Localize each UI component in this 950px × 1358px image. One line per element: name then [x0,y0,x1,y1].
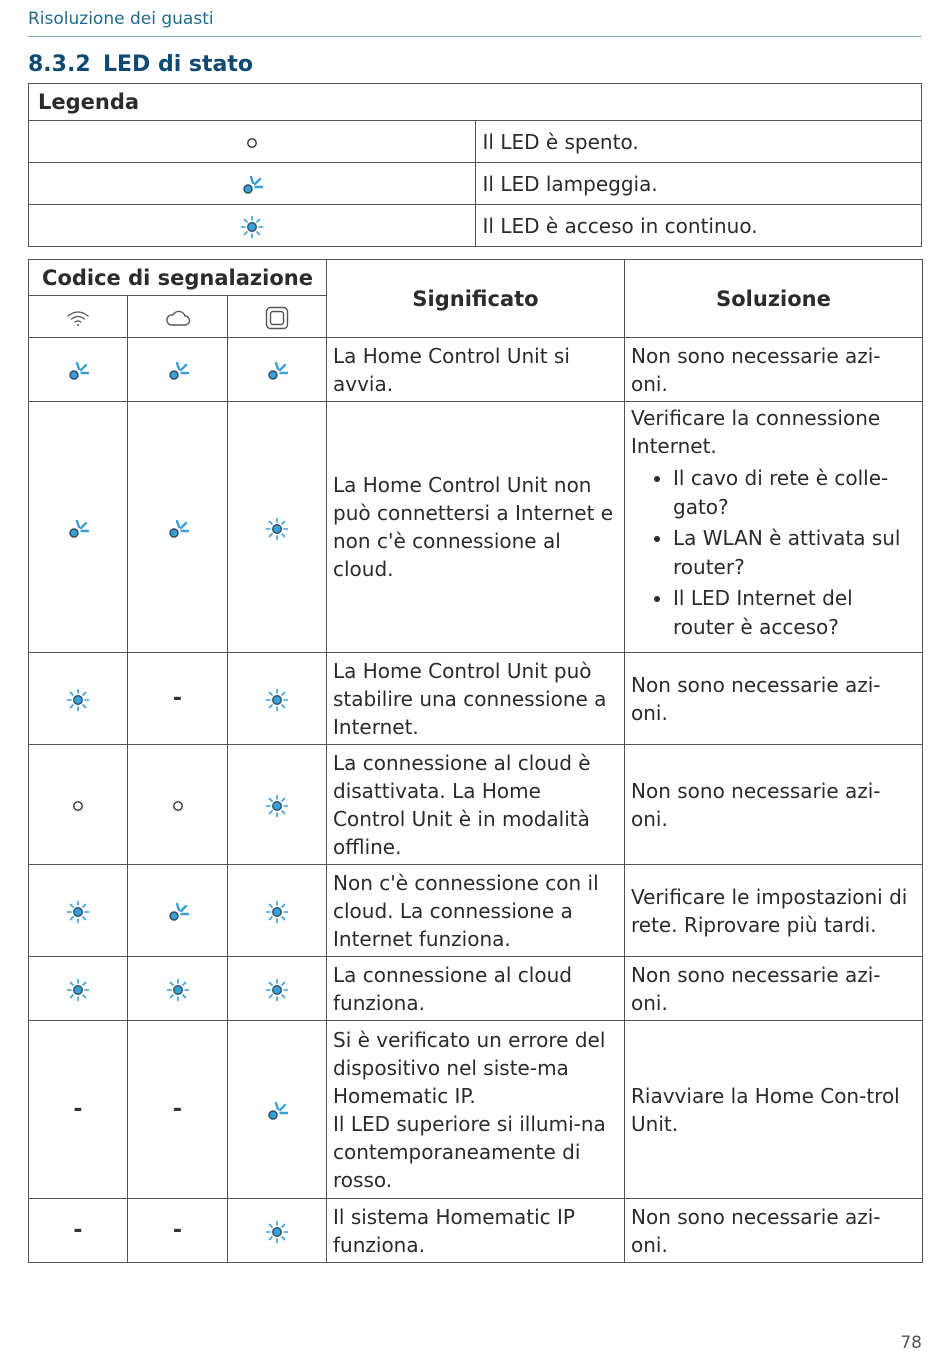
meaning-cell: Il sistema Homematic IP funziona. [327,1199,625,1263]
legend-heading: Legenda [29,84,922,121]
section-title [28,52,253,77]
led-blinking-icon [66,359,90,383]
dash-symbol: - [172,686,183,711]
led-cell [228,1199,327,1263]
legend-row-on [29,205,922,247]
led-cell [128,745,228,865]
led-cell [228,745,327,865]
checklist [631,464,916,642]
led-cell [128,1199,228,1263]
led-cell [128,865,228,957]
device-icon [265,306,289,330]
section-heading: LED di stato [103,52,254,77]
led-cell [29,402,128,653]
led-on-icon [166,978,190,1002]
led-cell [128,653,228,745]
table-row [29,957,923,1021]
led-on-icon [265,1220,289,1244]
led-blinking-icon [265,1099,289,1123]
solution-cell: Non sono necessarie azi-oni. [625,338,923,402]
led-off-icon [68,796,88,816]
led-cell [29,1199,128,1263]
table-row [29,865,923,957]
led-on-icon [265,517,289,541]
page-header: Risoluzione dei guasti [28,9,214,29]
led-on-icon [66,900,90,924]
checklist-item: • Il cavo di rete è colle-gato? [673,464,916,522]
led-cell [228,957,327,1021]
led-cell [228,865,327,957]
led-on-icon [265,900,289,924]
led-off-icon [242,133,262,153]
led-blinking-icon [240,173,264,197]
solution-cell: Verificare le impostazioni di rete. Riprovare più tardi. [625,865,923,957]
table-row [29,1199,923,1263]
section-number: 8.3.2 [28,52,91,77]
solution-cell: Non sono necessarie azi-oni. [625,653,923,745]
legend-text: Il LED è acceso in continuo. [475,205,922,247]
checklist-item: • La WLAN è attivata sul router? [673,524,916,582]
led-cell [228,402,327,653]
table-row [29,402,923,653]
legend-row-blink [29,163,922,205]
led-blinking-icon [166,359,190,383]
meaning-cell [327,1021,625,1199]
legend-table [28,83,922,247]
legend-text: Il LED è spento. [475,121,922,163]
led-on-icon [265,978,289,1002]
solution-header: Soluzione [625,260,923,338]
cloud-icon [165,308,191,328]
led-cell [29,745,128,865]
page-number: 78 [900,1333,922,1353]
led-blinking-icon [166,900,190,924]
solution-cell [625,402,923,653]
dash-symbol: - [172,1218,183,1243]
table-row [29,745,923,865]
meaning-cell: La connessione al cloud è disattivata. La Home Control Unit è in modalità offline. [327,745,625,865]
led-cell [29,865,128,957]
solution-cell: Non sono necessarie azi-oni. [625,1199,923,1263]
led-cell [228,338,327,402]
dash-symbol: - [73,1097,83,1122]
led-blinking-icon [265,359,289,383]
led-blinking-icon [166,517,190,541]
header-divider [28,36,922,37]
dash-symbol: - [73,1218,83,1243]
wifi-icon [66,308,90,328]
led-cell [29,957,128,1021]
led-cell [228,1021,327,1199]
led-on-icon [265,688,289,712]
led-cell [29,653,128,745]
led-on-icon [66,978,90,1002]
led-cell [128,957,228,1021]
legend-text: Il LED lampeggia. [475,163,922,205]
status-codes-table [28,259,923,1263]
meaning-extra: Il LED superiore si illumi-na contemporaneamente di rosso. [333,1111,606,1192]
led-cell [29,1021,128,1199]
meaning-cell: La Home Control Unit può stabilire una connessione a Internet. [327,653,625,745]
led-off-icon [168,796,188,816]
code-header: Codice di segnalazione [29,260,327,296]
meaning-text: Si è verificato un errore del dispositivo nel siste-ma Homematic IP. [333,1027,606,1108]
solution-cell: Riavviare la Home Con-trol Unit. [625,1021,923,1199]
led-on-icon [66,688,90,712]
led-cell [29,338,128,402]
meaning-cell: Non c'è connessione con il cloud. La connessione a Internet funziona. [327,865,625,957]
legend-row-off [29,121,922,163]
led-on-icon [265,794,289,818]
led-cell [228,653,327,745]
led-cell [128,338,228,402]
table-row [29,338,923,402]
meaning-cell: La Home Control Unit si avvia. [327,338,625,402]
led-cell [128,1021,228,1199]
led-on-icon [240,215,264,239]
table-row [29,1021,923,1199]
dash-symbol: - [172,1097,183,1122]
meaning-header: Significato [327,260,625,338]
table-row [29,653,923,745]
solution-cell: Non sono necessarie azi-oni. [625,957,923,1021]
led-cell [128,402,228,653]
checklist-item: • Il LED Internet del router è acceso? [673,584,916,642]
solution-cell: Non sono necessarie azi-oni. [625,745,923,865]
led-blinking-icon [66,517,90,541]
meaning-cell: La connessione al cloud funziona. [327,957,625,1021]
meaning-cell: La Home Control Unit non può connettersi a Internet e non c'è connessione al cloud. [327,402,625,653]
solution-intro: Verificare la connessione Internet. [631,406,881,458]
